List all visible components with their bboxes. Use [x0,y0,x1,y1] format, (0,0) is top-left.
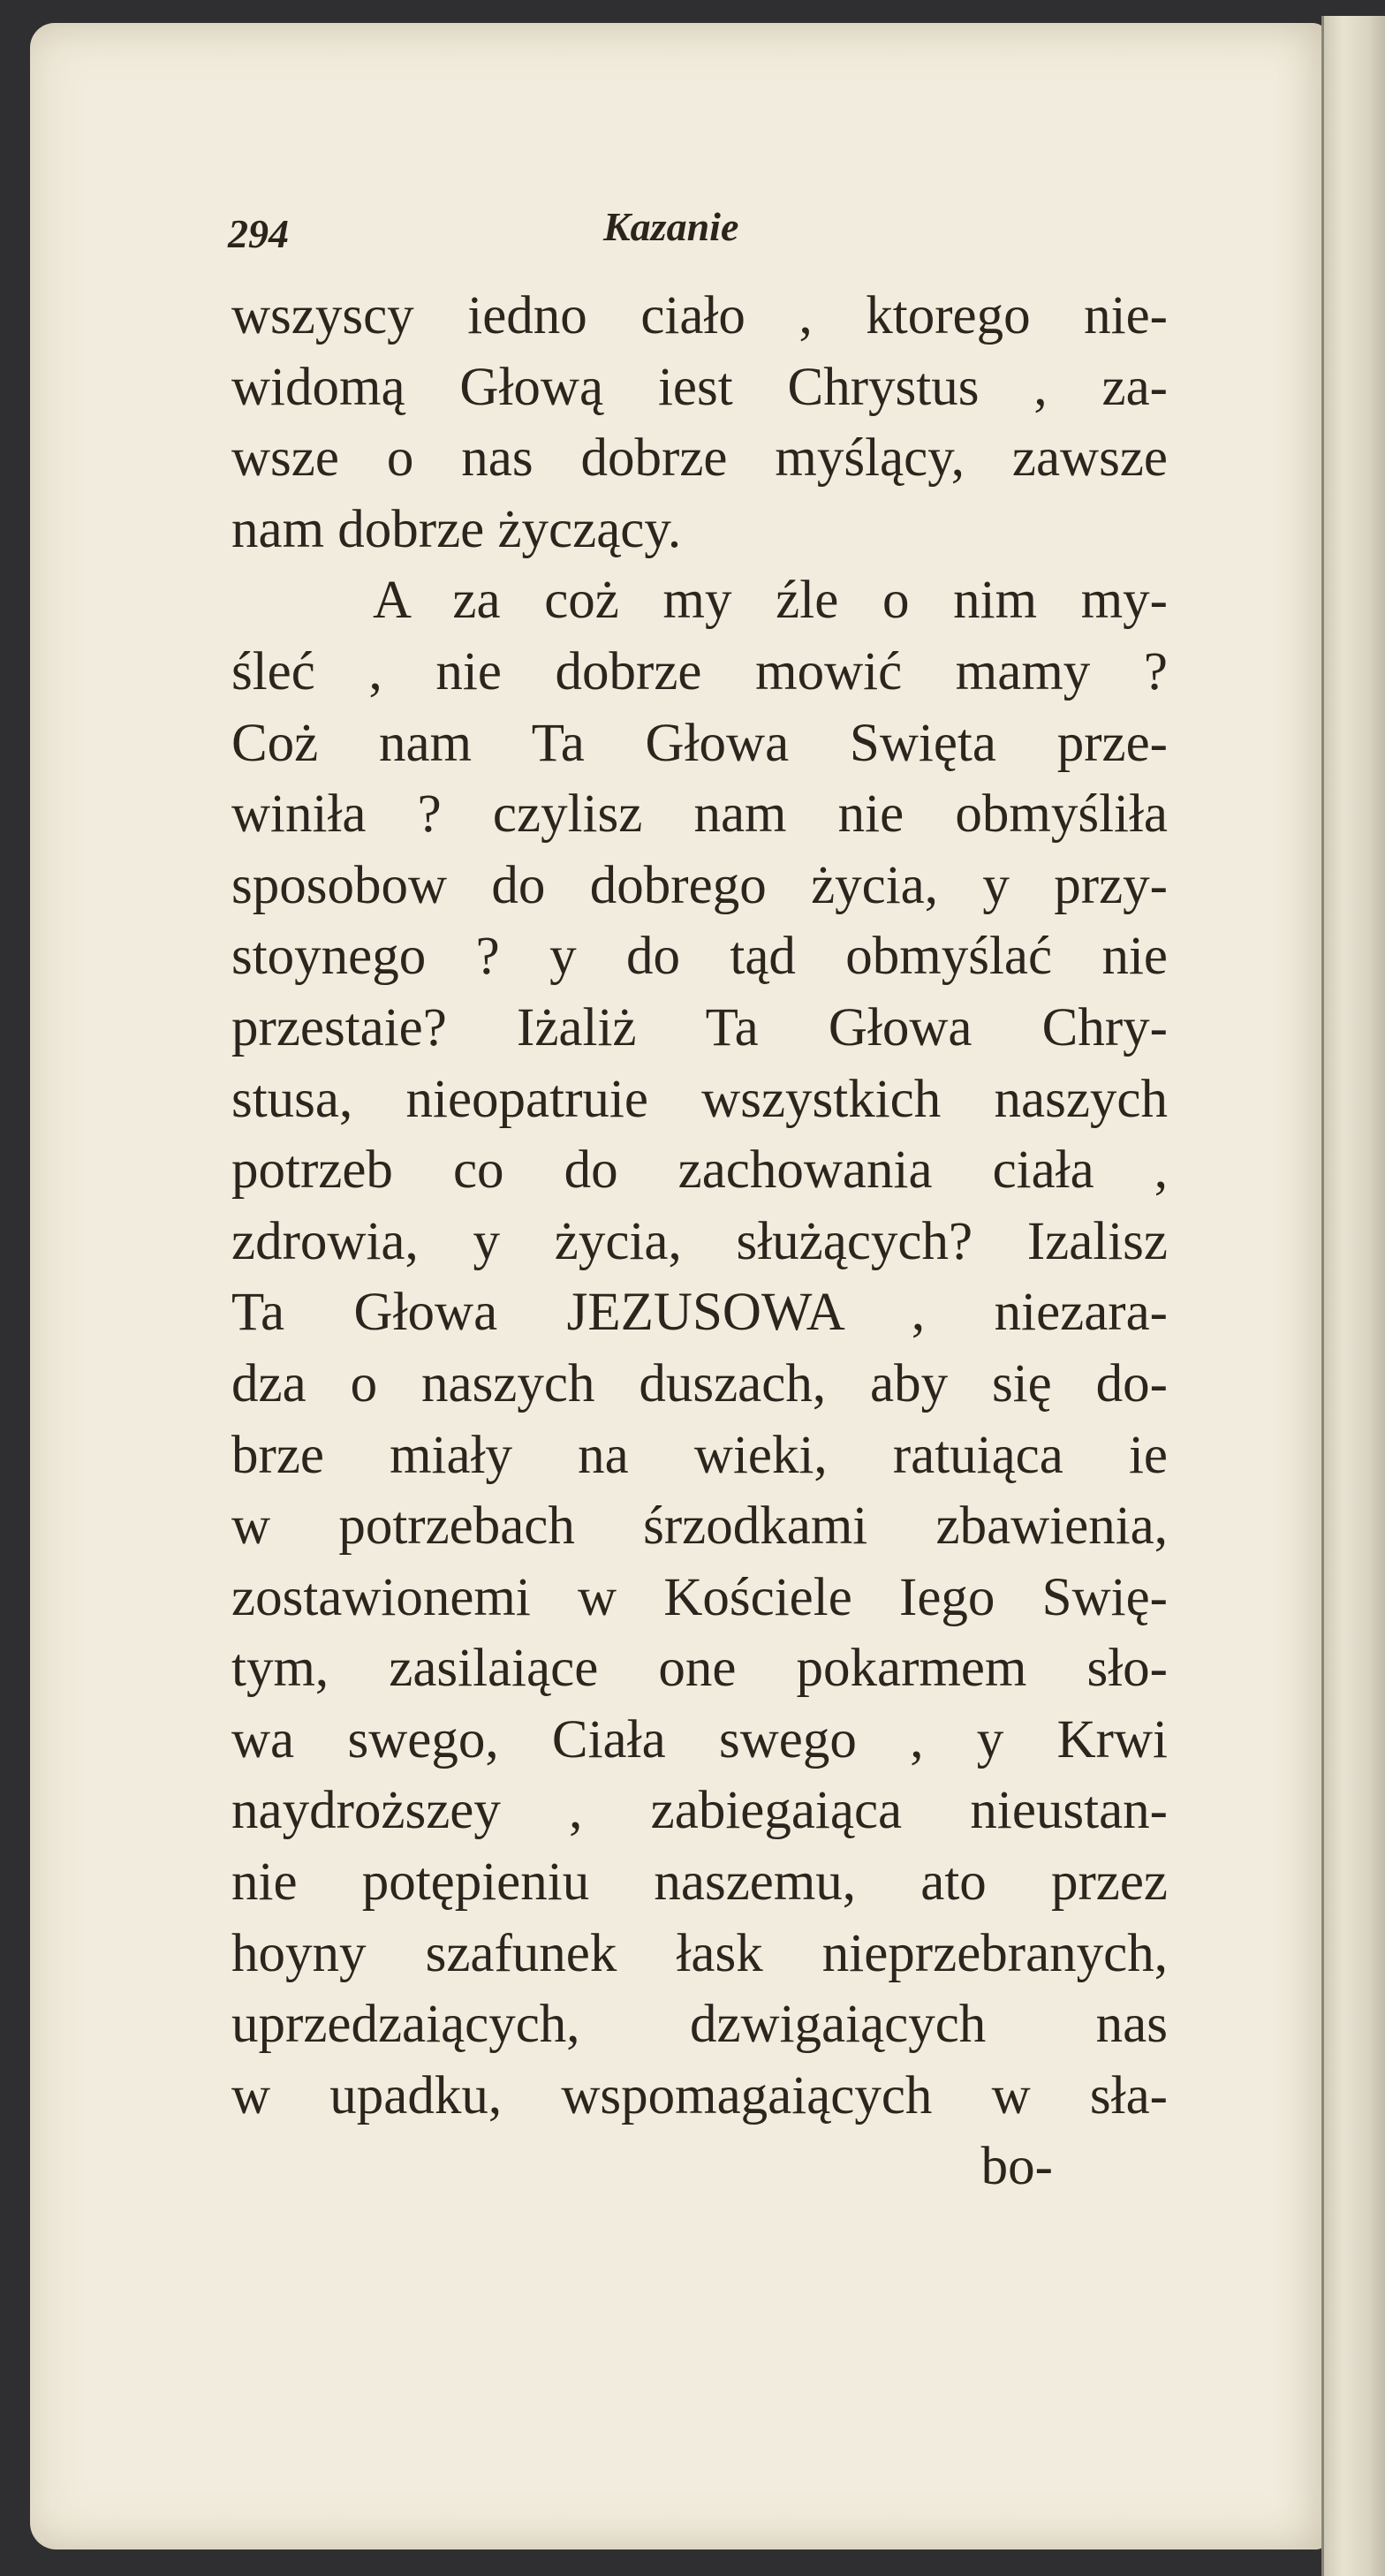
text-line: naydroższey , zabiegaiąca nieustan- [231,1781,1168,1841]
text-line: w upadku, wspomagaiących w sła- [231,2065,1168,2125]
text-line: zdrowia, y życia, służących? Izalisz [231,1211,1168,1271]
text-line: winiła ? czylisz nam nie obmyśliła [231,784,1168,845]
text-line: widomą Głową iest Chrystus , za- [231,357,1168,417]
body-text [231,281,1168,2203]
text-line: tym, zasilaiące one pokarmem sło- [231,1639,1168,1699]
text-line: uprzedzaiących, dzwigaiących nas [231,1995,1168,2055]
text-line: hoyny szafunek łask nieprzebranych, [231,1923,1168,1983]
text-line: wa swego, Ciała swego , y Krwi [231,1709,1168,1769]
page-number: 294 [228,211,289,256]
catchword: bo- [980,2137,1053,2197]
text-line: stoynego ? y do tąd obmyślać nie [231,927,1168,987]
text-line: brze miały na wieki, ratuiąca ie [231,1425,1168,1485]
text-line: Ta Głowa JEZUSOWA , niezara- [231,1283,1168,1343]
text-line: wszyscy iedno ciało , ktorego nie- [231,286,1168,345]
text-line: dza o naszych duszach, aby się do- [231,1353,1168,1413]
text-line: wsze o nas dobrze myślący, zawsze [231,428,1168,489]
text-line: stusa, nieopatruie wszystkich naszych [231,1069,1168,1129]
text-line: sposobow do dobrego życia, y przy- [231,855,1168,915]
text-line: potrzeb co do zachowania ciała , [231,1140,1168,1201]
text-line: zostawionemi w Kościele Iego Swię- [231,1567,1168,1627]
running-title: Kazanie [603,204,739,249]
running-head [228,204,1147,263]
text-line: w potrzebach śrzodkami zbawienia, [231,1496,1168,1557]
text-line: Coż nam Ta Głowa Swięta prze- [231,713,1168,773]
text-line: A za coż my źle o nim my- [373,571,1168,631]
text-line: śleć , nie dobrze mowić mamy ? [231,641,1168,701]
text-line: nie potępieniu naszemu, ato przez [231,1852,1168,1913]
text-line: nam dobrze życzący. [231,499,682,559]
book-edge [1321,16,1385,2576]
text-line: przestaie? Iżaliż Ta Głowa Chry- [231,997,1168,1057]
